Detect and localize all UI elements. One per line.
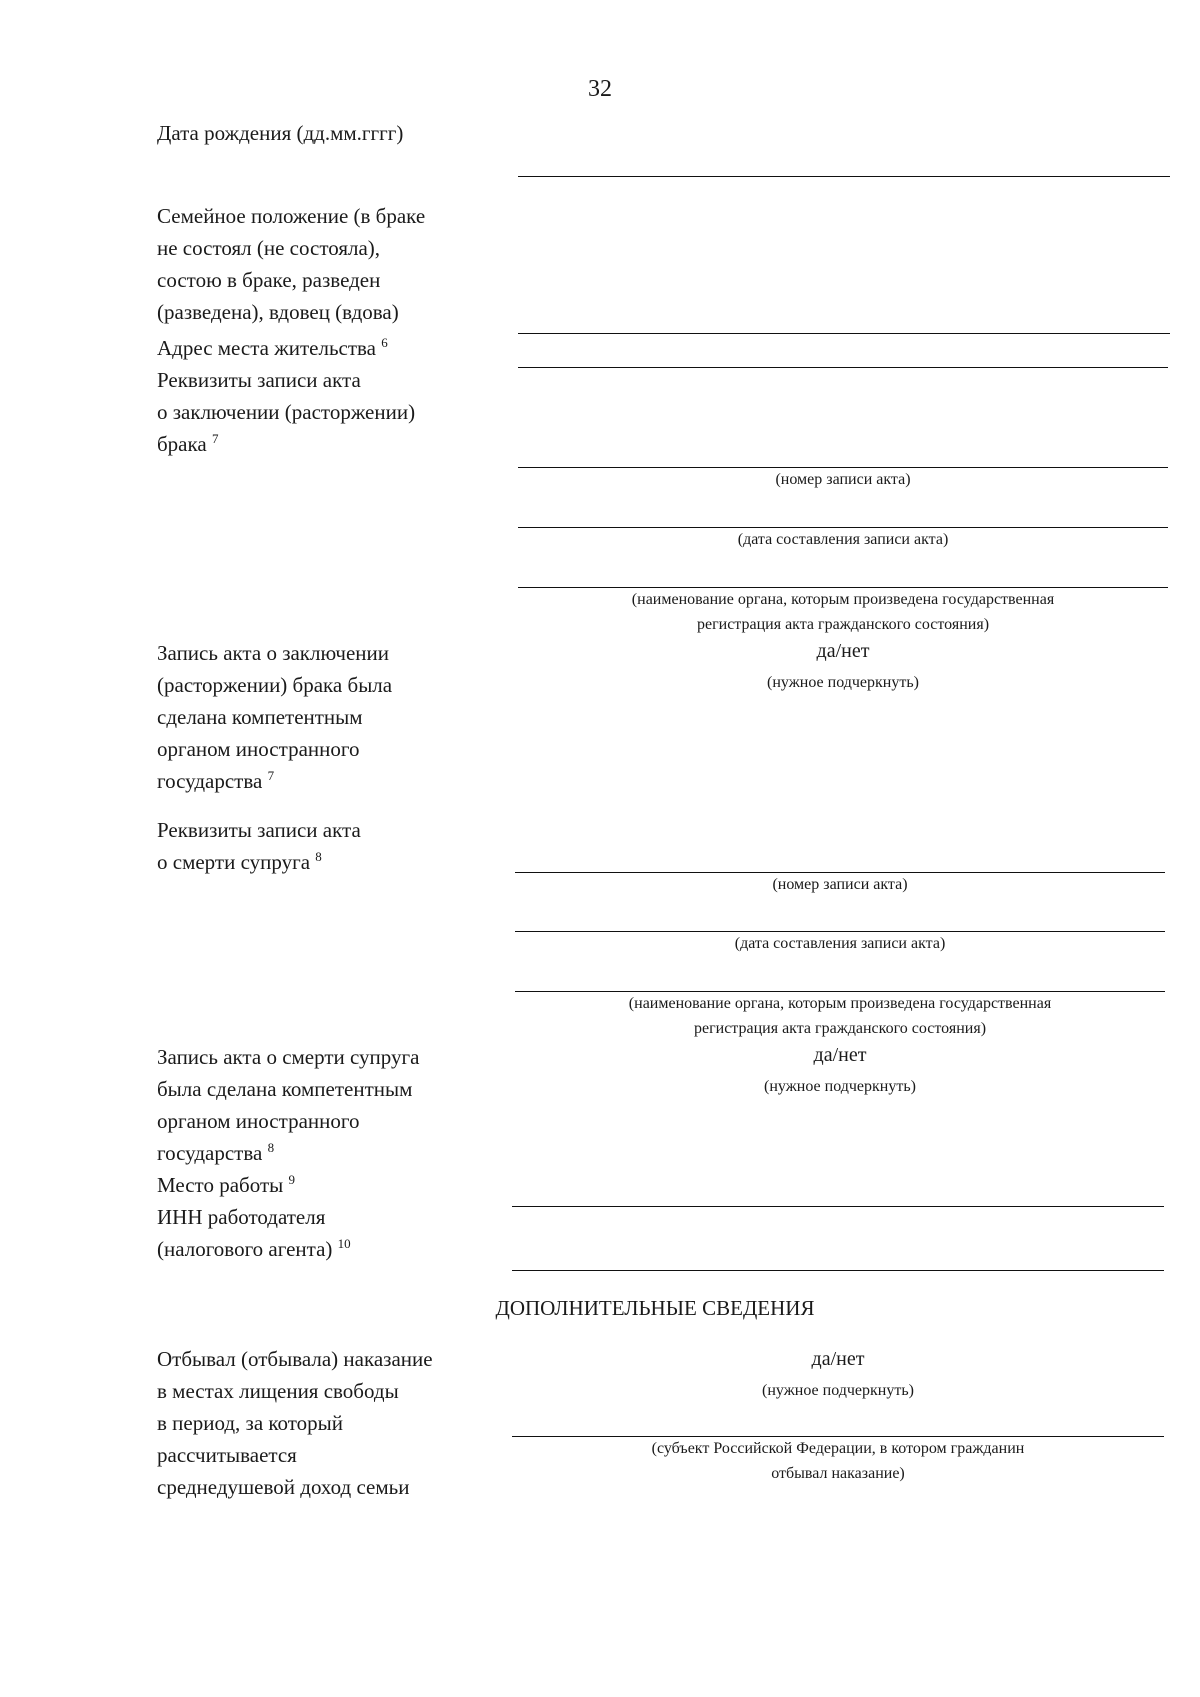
spouse-death-foreign-hint: (нужное подчеркнуть) [764,1078,916,1095]
marital-status-line [518,333,1170,334]
spouse-death-foreign-label: Запись акта о смерти супруга была сделана компетентным органом иностранного государства $^8$ [157,1045,420,1165]
spouse-death-record-label: Реквизиты записи акта о смерти супруга $^8$ [157,818,361,874]
residence-address-label: Адрес места жительства $^6$ [157,335,388,360]
footnote-ref-6: 6 [381,335,388,350]
marital-status-line-3: состою в браке, разведен [157,268,381,292]
marriage-record-label: Реквизиты записи акта о заключении (расторжении) брака $^7$ [157,368,416,456]
marriage-foreign-label: Запись акта о заключении (расторжении) брака была сделана компетентным органом иностранного государства $^7$ [157,641,393,793]
workplace-label: Место работы $^9$ [157,1172,295,1197]
additional-info-heading: ДОПОЛНИТЕЛЬНЫЕ СВЕДЕНИЯ [495,1296,815,1320]
footnote-ref-7: 7 [211,431,219,446]
marital-status-line-4: (разведена), вдовец (вдова) [157,300,399,324]
imprisonment-yes-no[interactable]: да/нет [811,1348,865,1370]
footnote-ref-10: 10 [337,1236,351,1251]
workplace-line [512,1206,1164,1207]
marriage-record-number-caption: (номер записи акта) [775,471,911,488]
spouse-death-date-caption: (дата составления записи акта) [734,935,946,952]
marriage-foreign-hint: (нужное подчеркнуть) [767,674,919,691]
page-number: 32 [588,76,612,102]
employer-inn-label: ИНН работодателя (налогового агента) $^{10}$ [157,1205,351,1261]
employer-inn-line [512,1270,1164,1271]
residence-address-line [518,367,1168,368]
spouse-death-number-caption: (номер записи акта) [772,876,908,893]
birth-date-line [518,176,1170,177]
marital-status-line-1: Семейное положение (в браке [157,204,426,228]
marriage-record-date-caption: (дата составления записи акта) [737,531,949,548]
imprisonment-region-caption: (субъект Российской Федерации, в котором гражданин отбывал наказание) [651,1440,1025,1482]
spouse-death-foreign-yes-no[interactable]: да/нет [813,1044,867,1066]
footnote-ref-8: 8 [315,849,322,864]
footnote-ref-9: 9 [288,1172,295,1187]
marriage-foreign-yes-no[interactable]: да/нет [816,640,870,662]
marriage-record-authority-caption: (наименование органа, которым произведена государственная регистрация акта гражданского состояния) [631,591,1055,633]
imprisonment-hint: (нужное подчеркнуть) [762,1382,914,1399]
marital-status-line-2: не состоял (не состояла), [157,236,381,260]
spouse-death-authority-caption: (наименование органа, которым произведена государственная регистрация акта гражданского состояния) [628,995,1052,1037]
birth-date-label: Дата рождения (дд.мм.гггг) [157,121,404,145]
marital-status-label [157,200,425,328]
imprisonment-label: Отбывал (отбывала) наказание в местах лищения свободы в период, за который рассчитывается среднедушевой доход семьи [157,1347,433,1499]
